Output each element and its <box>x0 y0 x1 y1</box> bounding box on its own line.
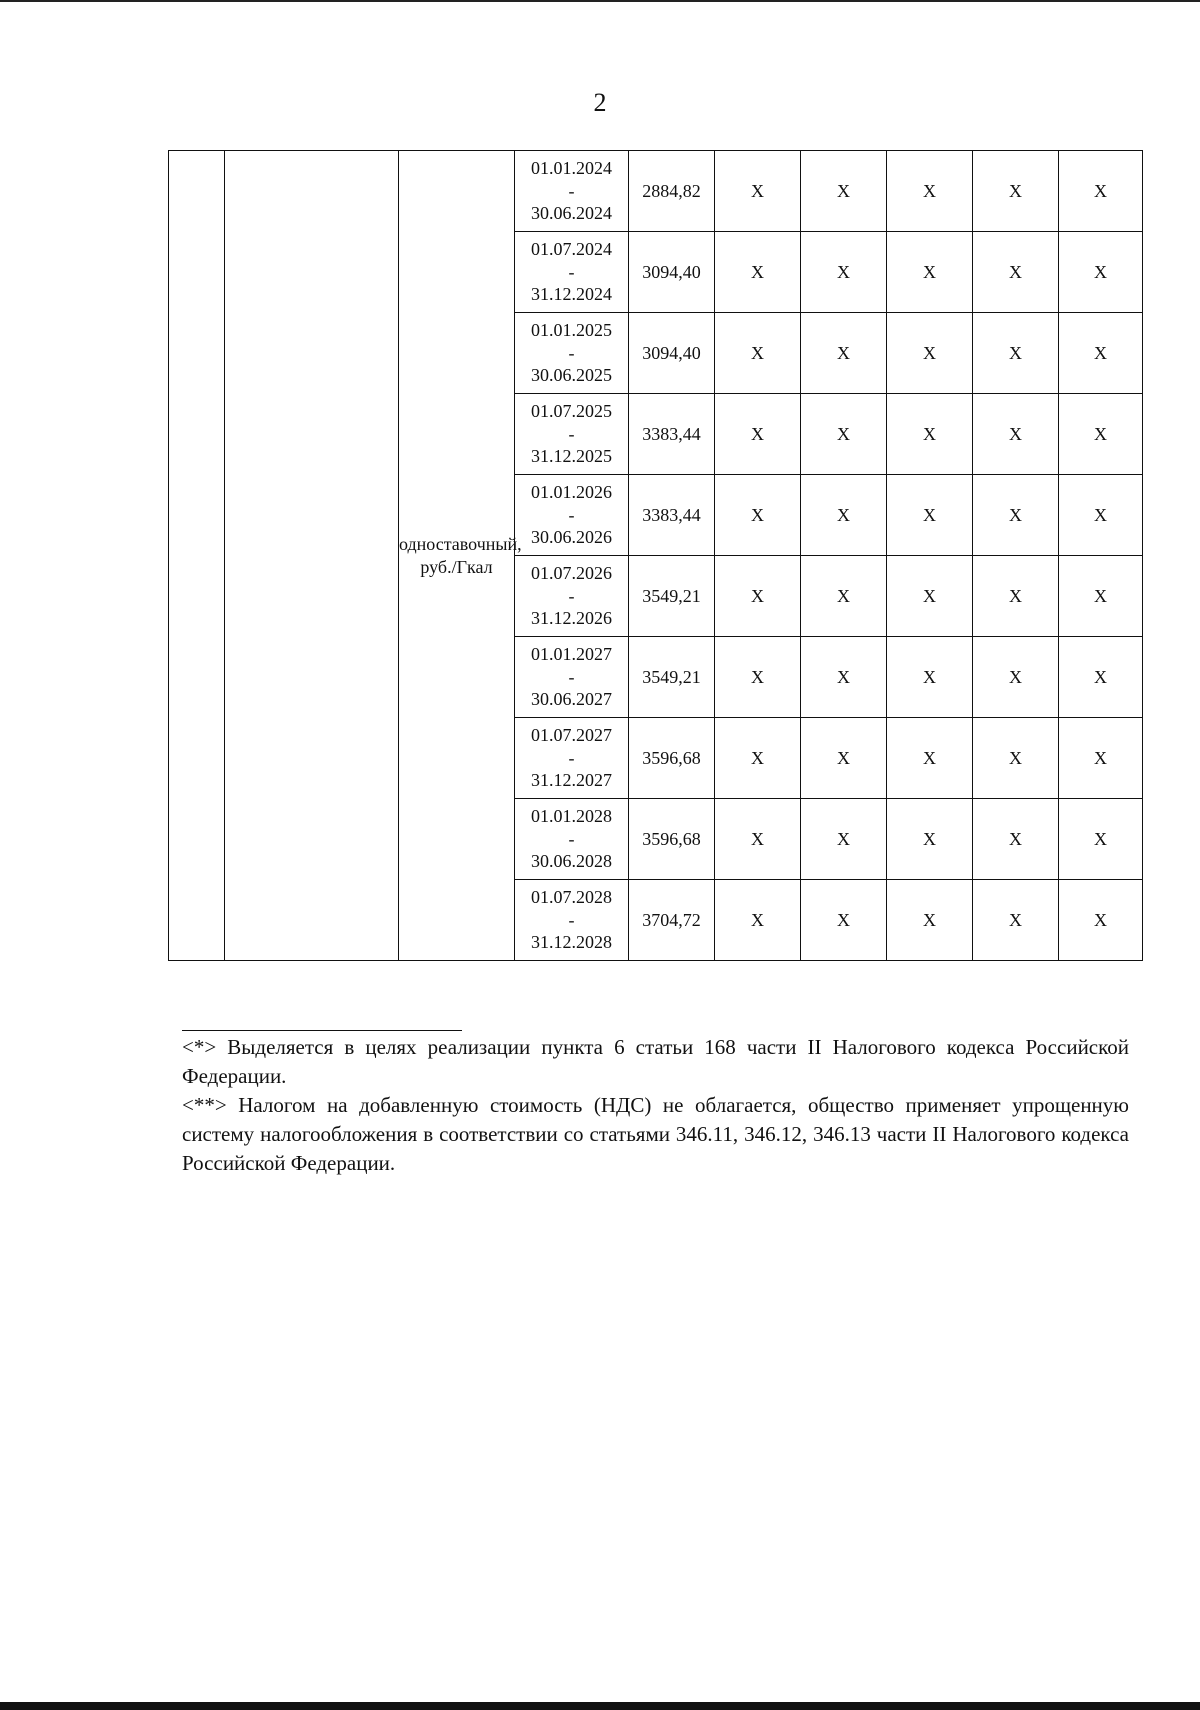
period-cell <box>515 475 629 556</box>
not-applicable-cell: X <box>801 556 887 637</box>
not-applicable-cell: X <box>715 151 801 232</box>
not-applicable-cell: X <box>715 313 801 394</box>
not-applicable-cell: X <box>973 799 1059 880</box>
not-applicable-cell: X <box>973 151 1059 232</box>
tariff-value-cell: 3094,40 <box>629 232 715 313</box>
tariff-value-cell: 3596,68 <box>629 799 715 880</box>
not-applicable-cell: X <box>715 799 801 880</box>
period-cell <box>515 232 629 313</box>
number-cell <box>169 151 225 961</box>
tariff-table <box>168 150 1143 961</box>
not-applicable-cell: X <box>887 394 973 475</box>
period-start: 01.01.2025 <box>531 320 612 341</box>
not-applicable-cell: X <box>887 556 973 637</box>
not-applicable-cell: X <box>1059 151 1143 232</box>
not-applicable-cell: X <box>973 232 1059 313</box>
period-start: 01.07.2026 <box>531 563 612 584</box>
tariff-value-cell: 3596,68 <box>629 718 715 799</box>
footnotes <box>182 1033 1129 1178</box>
period-cell <box>515 313 629 394</box>
period-cell <box>515 637 629 718</box>
not-applicable-cell: X <box>887 799 973 880</box>
period-start: 01.07.2028 <box>531 887 612 908</box>
not-applicable-cell: X <box>1059 475 1143 556</box>
tariff-value-cell: 3704,72 <box>629 880 715 961</box>
period-dash: - <box>568 342 575 363</box>
period-end: 31.12.2024 <box>531 284 612 305</box>
not-applicable-cell: X <box>801 718 887 799</box>
not-applicable-cell: X <box>801 232 887 313</box>
period-dash: - <box>568 666 575 687</box>
tariff-value-cell: 3549,21 <box>629 556 715 637</box>
not-applicable-cell: X <box>715 880 801 961</box>
tariff-value-cell: 3094,40 <box>629 313 715 394</box>
not-applicable-cell: X <box>973 718 1059 799</box>
organization-cell <box>225 151 399 961</box>
not-applicable-cell: X <box>801 313 887 394</box>
not-applicable-cell: X <box>715 394 801 475</box>
not-applicable-cell: X <box>973 637 1059 718</box>
period-dash: - <box>568 423 575 444</box>
period-cell <box>515 880 629 961</box>
period-end: 31.12.2028 <box>531 932 612 953</box>
period-dash: - <box>568 180 575 201</box>
tariff-value-cell: 3383,44 <box>629 475 715 556</box>
not-applicable-cell: X <box>887 718 973 799</box>
not-applicable-cell: X <box>801 880 887 961</box>
not-applicable-cell: X <box>1059 394 1143 475</box>
period-dash: - <box>568 909 575 930</box>
tariff-value-cell: 3549,21 <box>629 637 715 718</box>
period-start: 01.01.2026 <box>531 482 612 503</box>
footnote-separator <box>182 1030 462 1031</box>
not-applicable-cell: X <box>887 880 973 961</box>
period-end: 30.06.2026 <box>531 527 612 548</box>
not-applicable-cell: X <box>1059 799 1143 880</box>
not-applicable-cell: X <box>1059 313 1143 394</box>
not-applicable-cell: X <box>1059 637 1143 718</box>
not-applicable-cell: X <box>715 475 801 556</box>
period-start: 01.01.2028 <box>531 806 612 827</box>
period-cell <box>515 151 629 232</box>
scan-border-bottom <box>0 1702 1200 1710</box>
not-applicable-cell: X <box>973 475 1059 556</box>
not-applicable-cell: X <box>887 232 973 313</box>
not-applicable-cell: X <box>801 475 887 556</box>
period-cell <box>515 718 629 799</box>
not-applicable-cell: X <box>715 556 801 637</box>
not-applicable-cell: X <box>801 394 887 475</box>
period-dash: - <box>568 828 575 849</box>
period-end: 30.06.2027 <box>531 689 612 710</box>
tariff-value-cell: 3383,44 <box>629 394 715 475</box>
tariff-type-cell: одноставочный, руб./Гкал <box>399 151 515 961</box>
table-row <box>169 151 1143 232</box>
not-applicable-cell: X <box>1059 232 1143 313</box>
not-applicable-cell: X <box>973 394 1059 475</box>
not-applicable-cell: X <box>715 232 801 313</box>
footnote-1: <*> Выделяется в целях реализации пункта 6 статьи 168 части II Налогового кодекса Российской Федерации. <box>182 1035 1130 1088</box>
period-start: 01.07.2024 <box>531 239 612 260</box>
not-applicable-cell: X <box>801 799 887 880</box>
period-end: 31.12.2026 <box>531 608 612 629</box>
period-start: 01.07.2027 <box>531 725 612 746</box>
period-end: 31.12.2027 <box>531 770 612 791</box>
not-applicable-cell: X <box>887 313 973 394</box>
scan-border-top <box>0 0 1200 2</box>
not-applicable-cell: X <box>1059 880 1143 961</box>
period-dash: - <box>568 585 575 606</box>
period-end: 30.06.2025 <box>531 365 612 386</box>
page-number: 2 <box>593 88 607 117</box>
period-end: 30.06.2028 <box>531 851 612 872</box>
footnote-2: <**> Налогом на добавленную стоимость (НДС) не облагается, общество применяет упрощенную систему налогообложения в соответствии со статьями 346.11, 346.12, 346.13 части II Налогового кодекса Российской Федерации. <box>182 1093 1129 1175</box>
period-start: 01.01.2024 <box>531 158 612 179</box>
not-applicable-cell: X <box>801 637 887 718</box>
tariff-table-body <box>169 151 1143 961</box>
not-applicable-cell: X <box>801 151 887 232</box>
not-applicable-cell: X <box>1059 556 1143 637</box>
period-dash: - <box>568 261 575 282</box>
tariff-value-cell: 2884,82 <box>629 151 715 232</box>
period-cell <box>515 394 629 475</box>
period-end: 30.06.2024 <box>531 203 612 224</box>
not-applicable-cell: X <box>887 475 973 556</box>
period-start: 01.01.2027 <box>531 644 612 665</box>
not-applicable-cell: X <box>1059 718 1143 799</box>
period-cell <box>515 556 629 637</box>
period-cell <box>515 799 629 880</box>
not-applicable-cell: X <box>973 556 1059 637</box>
not-applicable-cell: X <box>887 637 973 718</box>
not-applicable-cell: X <box>715 718 801 799</box>
period-dash: - <box>568 504 575 525</box>
period-end: 31.12.2025 <box>531 446 612 467</box>
not-applicable-cell: X <box>973 313 1059 394</box>
not-applicable-cell: X <box>887 151 973 232</box>
not-applicable-cell: X <box>973 880 1059 961</box>
not-applicable-cell: X <box>715 637 801 718</box>
period-dash: - <box>568 747 575 768</box>
period-start: 01.07.2025 <box>531 401 612 422</box>
